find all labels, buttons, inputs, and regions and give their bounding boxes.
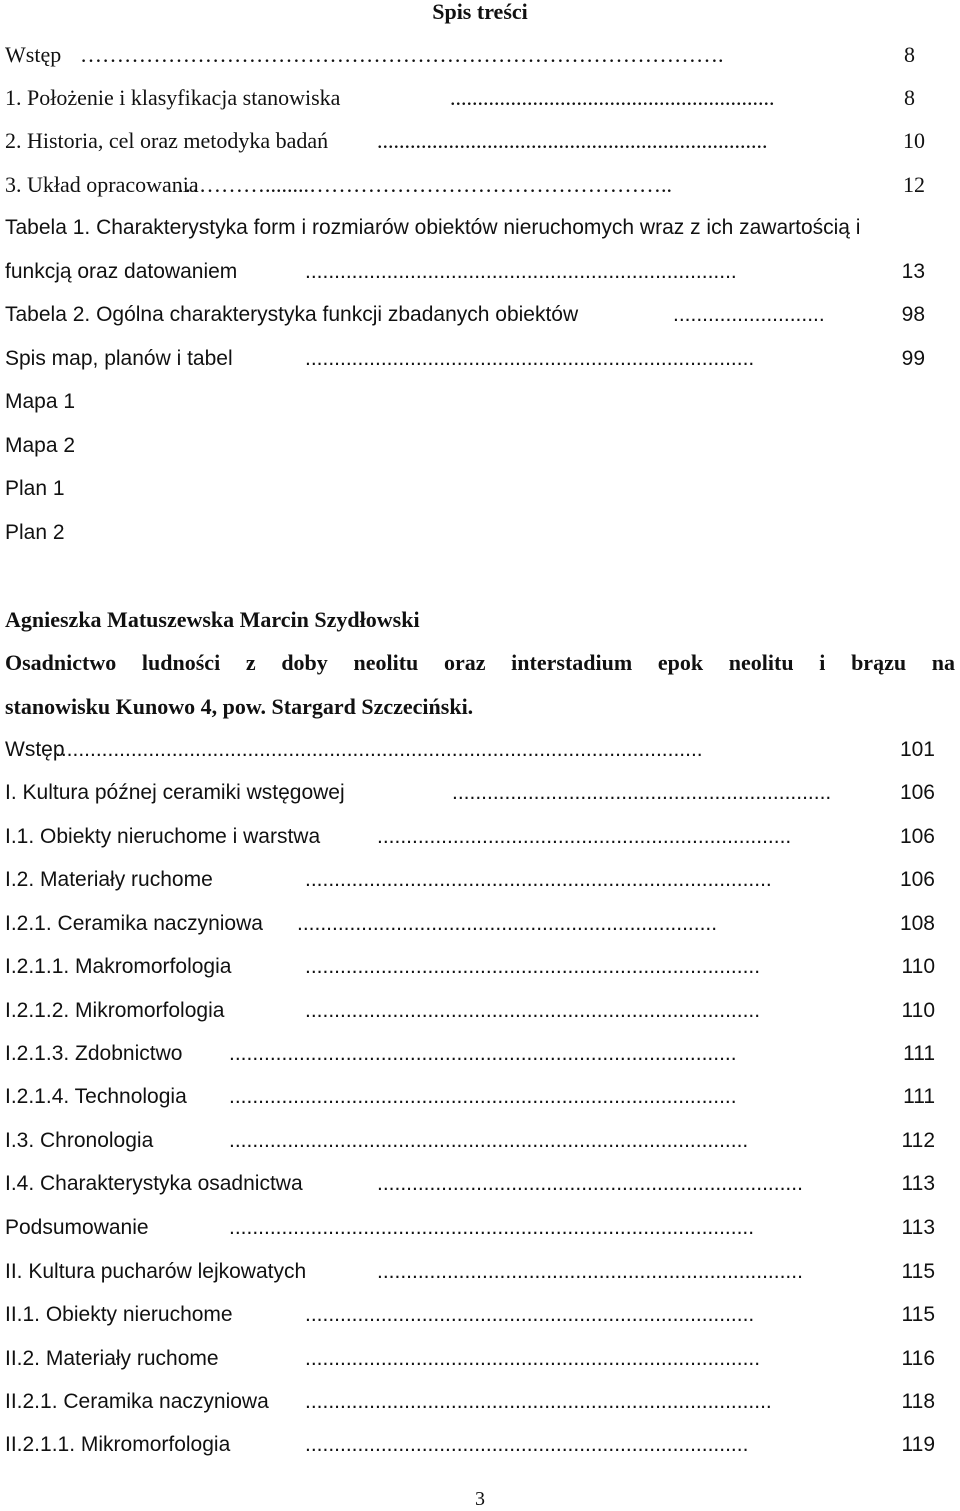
toc-entry-label: 3. Układ opracowania — [5, 172, 199, 197]
toc-entry-label: 2. Historia, cel oraz metodyka badań — [5, 128, 329, 153]
toc-entry-page: 119 — [901, 1433, 935, 1456]
toc-entry-label: I.2.1.2. Mikromorfologia — [5, 999, 225, 1022]
toc-entry-page: 106 — [899, 868, 935, 891]
toc-leader: ............................................................................ — [305, 1433, 749, 1456]
toc-entry-label: I.2.1.3. Zdobnictwo — [5, 1042, 183, 1065]
toc-leader: ....................................................................... — [377, 128, 768, 153]
toc-leader: ................................................................. — [452, 781, 832, 804]
toc-entry-page: 8 — [904, 42, 915, 67]
toc-entry-page: 113 — [901, 1216, 935, 1239]
toc-leader: ................................................................................ — [305, 1390, 772, 1413]
toc-leader: ........................................................................ — [297, 912, 718, 935]
toc-entry-page: 12 — [903, 172, 925, 197]
map-item[interactable]: Mapa 1 — [5, 390, 76, 413]
map-item[interactable]: Mapa 2 — [5, 434, 76, 457]
page-title: Spis treści — [432, 0, 528, 24]
toc-entry-page: 118 — [901, 1390, 935, 1413]
toc-entry-label-line1: Tabela 1. Charakterystyka form i rozmiarów obiektów nieruchomych wraz z ich zawartością i — [5, 216, 861, 239]
toc-entry-label: II.1. Obiekty nieruchome — [5, 1303, 233, 1326]
toc-leader: ......................................................................... — [377, 1260, 803, 1283]
toc-entry-page: 106 — [899, 781, 935, 804]
toc-leader: ........................................................... — [450, 85, 775, 110]
toc-leader: .............................................................................. — [305, 955, 761, 978]
toc-leader: …………........………………………………………….. — [177, 172, 672, 197]
toc-leader: .......................... — [673, 303, 825, 326]
toc-entry-page: 116 — [901, 1347, 935, 1370]
toc-entry-page: 106 — [899, 825, 935, 848]
toc-entry-label: I. Kultura późnej ceramiki wstęgowej — [5, 781, 345, 804]
toc-leader: ......................................................................... — [377, 1172, 803, 1195]
toc-entry-label: Podsumowanie — [5, 1216, 149, 1239]
toc-entry-label: I.4. Charakterystyka osadnictwa — [5, 1172, 303, 1195]
toc-entry-label: I.3. Chronologia — [5, 1129, 154, 1152]
toc-entry-label: I.2.1.4. Technologia — [5, 1085, 187, 1108]
toc-leader: ....................................................................................... — [229, 1042, 737, 1065]
toc-entry-page: 10 — [903, 128, 925, 153]
plan-item[interactable]: Plan 2 — [5, 521, 65, 544]
page-number: 3 — [475, 1488, 485, 1510]
toc-entry-page: 111 — [903, 1085, 935, 1108]
toc-leader: ............................................................................................................... — [55, 738, 703, 761]
toc-leader: .............................................................................. — [305, 999, 761, 1022]
toc-entry-label: II.2. Materiały ruchome — [5, 1347, 219, 1370]
article-authors: Agnieszka Matuszewska Marcin Szydłowski — [5, 607, 420, 632]
toc-entry-label: II. Kultura pucharów lejkowatych — [5, 1260, 307, 1283]
toc-entry-label: funkcją oraz datowaniem — [5, 260, 238, 283]
toc-entry-label: Tabela 2. Ogólna charakterystyka funkcji zbadanych obiektów — [5, 303, 579, 326]
toc-leader: ....................................................................... — [377, 825, 792, 848]
toc-leader: .......................................................................... — [305, 260, 737, 283]
toc-entry-page: 98 — [901, 303, 925, 326]
toc-entry-label: Spis map, planów i tabel — [5, 347, 233, 370]
toc-leader: ……………………………………………………………………………. — [80, 42, 724, 67]
toc-entry-page: 110 — [901, 955, 935, 978]
toc-leader: ................................................................................ — [305, 868, 772, 891]
toc-entry-label: 1. Położenie i klasyfikacja stanowiska — [5, 85, 341, 110]
toc-leader: ......................................................................................... — [229, 1129, 749, 1152]
toc-entry-label: I.1. Obiekty nieruchome i warstwa — [5, 825, 321, 848]
toc-entry-page: 115 — [901, 1260, 935, 1283]
toc-entry-page: 99 — [901, 347, 925, 370]
toc-entry-page: 13 — [901, 260, 925, 283]
toc-entry-page: 108 — [899, 912, 935, 935]
toc-entry-page: 113 — [901, 1172, 935, 1195]
toc-leader: ............................................................................. — [305, 347, 755, 370]
toc-entry-page: 115 — [901, 1303, 935, 1326]
toc-entry-label: II.2.1.1. Mikromorfologia — [5, 1433, 231, 1456]
toc-entry-page: 101 — [899, 738, 935, 761]
toc-entry-label: II.2.1. Ceramika naczyniowa — [5, 1390, 269, 1413]
toc-entry-label: Wstęp — [5, 42, 62, 67]
toc-entry-label: I.2. Materiały ruchome — [5, 868, 213, 891]
article-title-line2: stanowisku Kunowo 4, pow. Stargard Szczeciński. — [5, 694, 474, 719]
toc-leader: ....................................................................................... — [229, 1085, 737, 1108]
toc-entry-page: 112 — [901, 1129, 935, 1152]
toc-entry-page: 110 — [901, 999, 935, 1022]
toc-leader: .............................................................................. — [305, 1347, 761, 1370]
toc-entry-label: I.2.1. Ceramika naczyniowa — [5, 912, 263, 935]
toc-leader: .......................................................................................... — [229, 1216, 755, 1239]
toc-entry-page: 8 — [904, 85, 915, 110]
toc-entry-page: 111 — [903, 1042, 935, 1065]
plan-item[interactable]: Plan 1 — [5, 477, 65, 500]
toc-leader: ............................................................................. — [305, 1303, 755, 1326]
toc-entry-label: I.2.1.1. Makromorfologia — [5, 955, 232, 978]
toc-entry-label: Wstęp — [5, 738, 65, 761]
article-title-line1: Osadnictwo ludności z doby neolitu oraz interstadium epok neolitu i brązu na — [5, 650, 955, 675]
